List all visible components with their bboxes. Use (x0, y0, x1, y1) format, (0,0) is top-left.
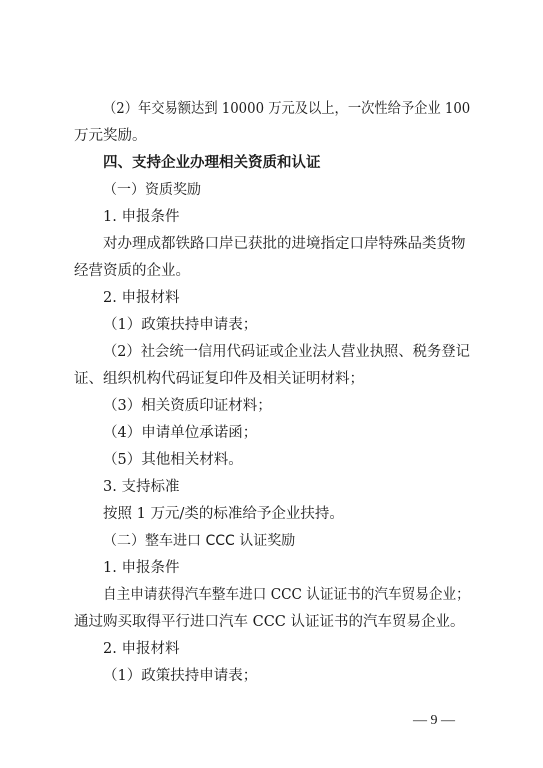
list-item: （1）政策扶持申请表； (103, 317, 258, 333)
paragraph-line: 万元奖励。 (74, 128, 147, 144)
section-heading: 四、支持企业办理相关资质和认证 (103, 155, 321, 171)
list-item: （3）相关资质印证材料； (103, 398, 272, 414)
item-heading: 1. 申报条件 (103, 560, 180, 576)
item-heading: 2. 申报材料 (103, 290, 180, 306)
subsection-heading: （一）资质奖励 (103, 182, 201, 198)
item-heading: 1. 申报条件 (103, 209, 180, 225)
paragraph-line: 按照 1 万元/类的标准给予企业扶持。 (103, 506, 344, 522)
list-item-continuation: 证、组织机构代码证复印件及相关证明材料； (74, 371, 364, 387)
item-heading: 3. 支持标准 (103, 479, 180, 495)
paragraph-line: 对办理成都铁路口岸已获批的进境指定口岸特殊品类货物 (103, 236, 466, 252)
list-item: （2）社会统一信用代码证或企业法人营业执照、税务登记 (103, 344, 470, 360)
item-heading: 2. 申报材料 (103, 641, 180, 657)
paragraph-line: 自主申请获得汽车整车进口 CCC 认证证书的汽车贸易企业； (103, 587, 470, 603)
paragraph-line: （2）年交易额达到 10000 万元及以上，一次性给予企业 100 (103, 101, 471, 117)
page-number: — 9 — (413, 713, 455, 728)
subsection-heading: （二）整车进口 CCC 认证奖励 (103, 533, 296, 549)
list-item: （5）其他相关材料。 (103, 452, 243, 468)
list-item: （4）申请单位承诺函； (103, 425, 258, 441)
paragraph-line: 通过购买取得平行进口汽车 CCC 认证证书的汽车贸易企业。 (74, 614, 465, 630)
list-item: （1）政策扶持申请表； (103, 668, 258, 684)
paragraph-line: 经营资质的企业。 (74, 263, 190, 279)
